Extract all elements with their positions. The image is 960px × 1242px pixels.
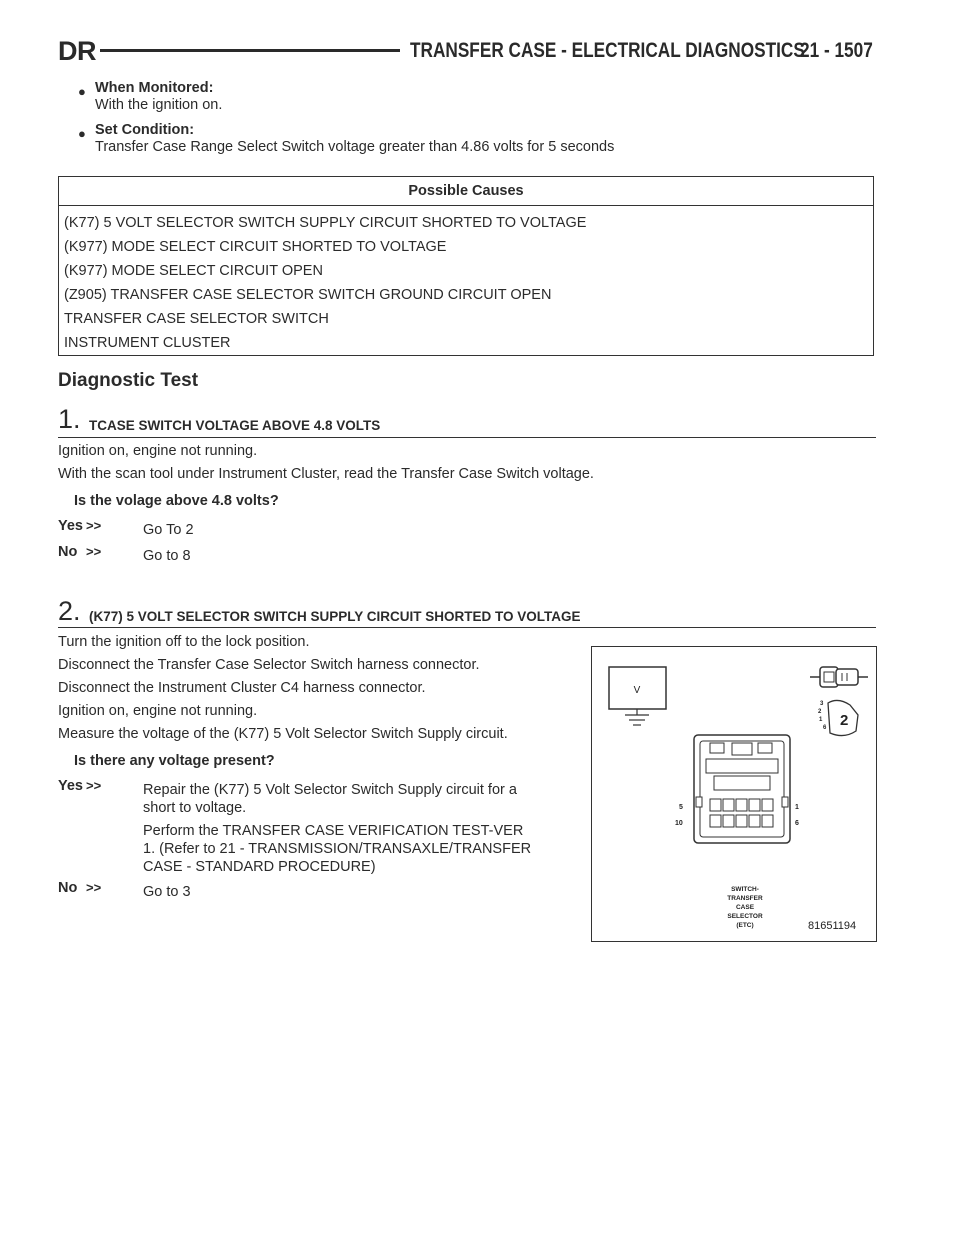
cause-item: (Z905) TRANSFER CASE SELECTOR SWITCH GROUND CIRCUIT OPEN [64, 287, 552, 303]
bullet-icon: ● [78, 126, 86, 141]
mini-pin-label: 3 [820, 701, 824, 707]
step-1-yes-result: Go To 2 [143, 522, 194, 538]
step-1-line: With the scan tool under Instrument Cluster, read the Transfer Case Switch voltage. [58, 466, 594, 482]
step-2-yes-label: Yes [58, 778, 83, 794]
pin-6-label: 6 [795, 820, 799, 827]
connector-figure [591, 646, 877, 942]
step-1-number: 1. [58, 404, 81, 434]
pin-5-label: 5 [679, 804, 683, 811]
figure-id: 81651194 [808, 920, 857, 932]
mini-connector-icon [818, 700, 858, 735]
arrow-icon: >> [86, 778, 102, 793]
step-2-title: (K77) 5 VOLT SELECTOR SWITCH SUPPLY CIRCUIT SHORTED TO VOLTAGE [89, 609, 581, 624]
harness-connector-icon [810, 667, 868, 687]
step-1-no-label: No [58, 544, 78, 560]
bullet-icon: ● [78, 84, 86, 99]
step-1-line: Ignition on, engine not running. [58, 443, 258, 459]
caption-line: CASE [735, 904, 755, 911]
arrow-icon: >> [86, 518, 102, 533]
step-2-yes-result: 1. (Refer to 21 - TRANSMISSION/TRANSAXLE/TRANSFER [143, 841, 532, 857]
possible-causes-table [58, 176, 874, 356]
step-2-no-label: No [58, 880, 78, 896]
step-1-title: TCASE SWITCH VOLTAGE ABOVE 4.8 VOLTS [89, 418, 381, 433]
when-monitored-label: When Monitored: [95, 80, 214, 96]
cause-item: (K977) MODE SELECT CIRCUIT SHORTED TO VOLTAGE [64, 239, 447, 255]
step-2-line: Measure the voltage of the (K77) 5 Volt Selector Switch Supply circuit. [58, 726, 508, 742]
cause-item: TRANSFER CASE SELECTOR SWITCH [64, 311, 329, 327]
step-2-question: Is there any voltage present? [74, 753, 275, 769]
voltmeter-icon [609, 667, 666, 725]
step-2-number: 2. [58, 596, 81, 626]
step-2-line: Turn the ignition off to the lock position. [58, 634, 310, 650]
pin-1-label: 1 [795, 804, 799, 811]
step-1-question: Is the volage above 4.8 volts? [74, 493, 279, 509]
step-2-line: Ignition on, engine not running. [58, 703, 258, 719]
set-condition-text: Transfer Case Range Select Switch voltage greater than 4.86 volts for 5 seconds [95, 139, 615, 155]
header-rule [100, 49, 400, 52]
switch-connector-face [675, 735, 799, 843]
step-1-yes-label: Yes [58, 518, 83, 534]
set-condition-label: Set Condition: [95, 122, 195, 138]
step-1-rule [58, 437, 876, 438]
mini-pin-label: 6 [823, 725, 827, 731]
cause-item: INSTRUMENT CLUSTER [64, 335, 231, 351]
caption-line: SWITCH- [731, 886, 759, 893]
header-page-number: 21 - 1507 [800, 39, 873, 62]
step-2-yes-result: Repair the (K77) 5 Volt Selector Switch Supply circuit for a [143, 782, 517, 798]
when-monitored-text: With the ignition on. [95, 97, 223, 113]
caption-line: (ETC) [736, 922, 754, 929]
cause-item: (K977) MODE SELECT CIRCUIT OPEN [64, 263, 323, 279]
connector-caption [727, 886, 763, 929]
header-section-code: DR [58, 36, 96, 66]
voltmeter-label: V [633, 685, 641, 696]
step-1-no-result: Go to 8 [143, 548, 191, 564]
step-2-line: Disconnect the Instrument Cluster C4 harness connector. [58, 680, 426, 696]
header-title: TRANSFER CASE - ELECTRICAL DIAGNOSTICS [410, 39, 805, 62]
mini-pin-label: 1 [819, 717, 823, 723]
pin-10-label: 10 [675, 820, 683, 827]
callout-2-label: 2 [840, 712, 849, 729]
cause-item: (K77) 5 VOLT SELECTOR SWITCH SUPPLY CIRCUIT SHORTED TO VOLTAGE [64, 215, 587, 231]
diagnostic-test-heading: Diagnostic Test [58, 370, 199, 391]
step-2-no-result: Go to 3 [143, 884, 191, 900]
step-2-line: Disconnect the Transfer Case Selector Switch harness connector. [58, 657, 480, 673]
step-2-yes-result: short to voltage. [143, 800, 247, 816]
caption-line: TRANSFER [727, 895, 763, 902]
possible-causes-heading: Possible Causes [59, 177, 873, 206]
step-2-rule [58, 627, 876, 628]
caption-line: SELECTOR [727, 913, 763, 920]
arrow-icon: >> [86, 544, 102, 559]
mini-pin-label: 2 [818, 709, 822, 715]
step-2-yes-result: Perform the TRANSFER CASE VERIFICATION TEST-VER [143, 823, 524, 839]
step-2-yes-result: CASE - STANDARD PROCEDURE) [143, 859, 376, 875]
arrow-icon: >> [86, 880, 102, 895]
